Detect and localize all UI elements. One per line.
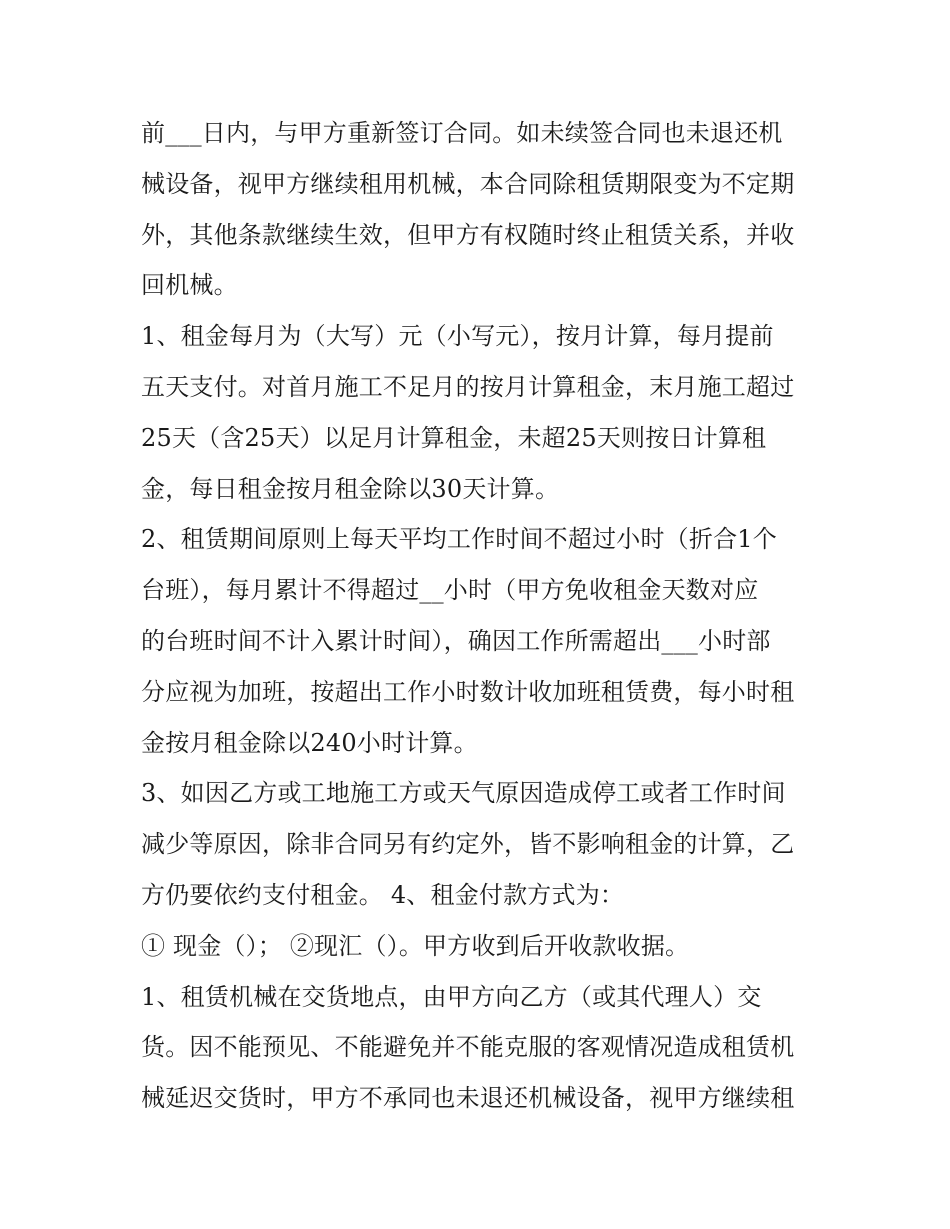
text-line: 台班），每月累计不得超过__小时（甲方免收租金天数对应 <box>141 576 759 605</box>
text-line: 25天（含25天）以足月计算租金，未超25天则按日计算租 <box>141 423 767 452</box>
text-line: 五天支付。对首月施工不足月的按月计算租金，末月施工超过 <box>141 372 795 401</box>
text-line: 金，每日租金按月租金除以30天计算。 <box>141 474 560 503</box>
text-line: 分应视为加班，按超出工作小时数计收加班租赁费，每小时租 <box>141 677 795 706</box>
text-line: 械延迟交货时，甲方不承同也未退还机械设备，视甲方继续租 <box>141 1084 795 1113</box>
text-line: 方仍要依约支付租金。 4、租金付款方式为： <box>141 880 625 909</box>
document-body <box>141 108 821 1124</box>
text-line: 的台班时间不计入累计时间），确因工作所需超出___小时部 <box>141 626 771 655</box>
text-line: 3、如因乙方或工地施工方或天气原因造成停工或者工作时间 <box>141 779 786 808</box>
text-line: 前___日内，与甲方重新签订合同。如未续签合同也未退还机 <box>141 119 783 147</box>
text-line: 外，其他条款继续生效，但甲方有权随时终止租赁关系，并收 <box>141 220 795 249</box>
text-line: 金按月租金除以240小时计算。 <box>141 728 478 757</box>
text-line: ① 现金（）； ②现汇（）。甲方收到后开收款收据。 <box>141 931 690 960</box>
text-line: 1、租金每月为（大写）元（小写元），按月计算，每月提前 <box>141 322 774 351</box>
text-line: 械设备，视甲方继续租用机械，本合同除租赁期限变为不定期 <box>141 169 795 198</box>
text-line: 减少等原因，除非合同另有约定外，皆不影响租金的计算，乙 <box>141 830 795 859</box>
text-line: 回机械。 <box>141 271 238 300</box>
text-line: 2、租赁期间原则上每天平均工作时间不超过小时（折合1个 <box>141 525 777 554</box>
text-line: 货。因不能预见、不能避免并不能克服的客观情况造成租赁机 <box>141 1033 795 1062</box>
text-line: 1、租赁机械在交货地点，由甲方向乙方（或其代理人）交 <box>141 982 762 1011</box>
